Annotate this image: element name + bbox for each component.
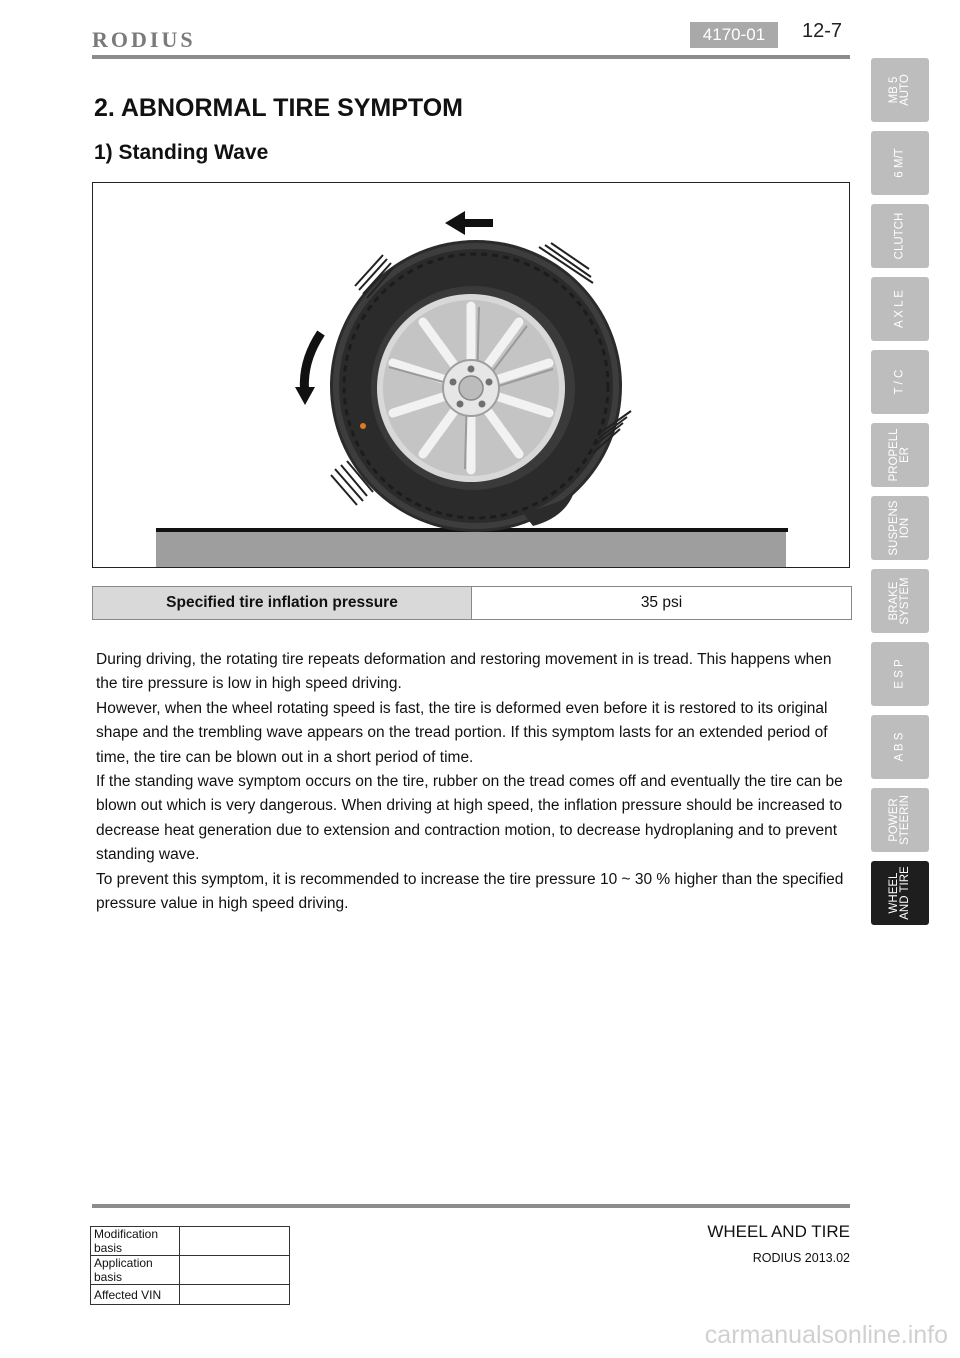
table-row: [91, 1285, 290, 1305]
paragraph: If the standing wave symptom occurs on the tire, rubber on the tread comes off and eventually the tire can be blown out which is very dangerous. When driving at high speed, the inflation pressure should be increased to decrease heat generation due to extension and contraction motion, to decrease hydroplaning and to prevent standing wave.: [96, 773, 843, 864]
paragraph: To prevent this symptom, it is recommended to increase the tire pressure 10 ~ 30 % higher than the specified pressure value in high speed driving.: [96, 870, 844, 913]
tire-illustration: [93, 183, 849, 567]
chapter-tab[interactable]: [871, 642, 929, 706]
chapter-tab[interactable]: [871, 569, 929, 633]
header-divider: [92, 55, 850, 59]
chapter-tab[interactable]: [871, 423, 929, 487]
chapter-tab-label: CLUTCH: [893, 212, 906, 260]
page-number: 12-7: [802, 20, 843, 42]
standing-wave-figure: [92, 182, 850, 568]
table-row: [91, 1256, 290, 1285]
chapter-tab[interactable]: [871, 277, 929, 341]
rotation-arrow-top: [445, 211, 493, 235]
chapter-tab-bar: [871, 58, 929, 934]
chapter-tab-label: 6 M/T: [893, 148, 906, 178]
chapter-tab-label: T / C: [893, 369, 906, 395]
section-heading: 2. ABNORMAL TIRE SYMPTOM: [94, 94, 464, 122]
paragraph: During driving, the rotating tire repeats deformation and restoring movement in is tread. This happens when the tire pressure is low in high speed driving.: [96, 651, 832, 693]
chapter-tab-label: A B S: [893, 732, 906, 762]
chapter-tab-label: MB 5 AUTO: [888, 74, 911, 106]
chapter-tab-label: PROPELL ER: [888, 428, 911, 482]
chapter-tab[interactable]: [871, 496, 929, 560]
chapter-tab-label: BRAKE SYSTEM: [888, 577, 911, 625]
chapter-title: WHEEL AND TIRE: [707, 1222, 850, 1241]
section-code-badge: 4170-01: [690, 22, 778, 48]
chapter-tab[interactable]: [871, 861, 929, 925]
spec-label-cell: Specified tire inflation pressure: [93, 587, 472, 619]
chapter-tab[interactable]: [871, 58, 929, 122]
chapter-tab-label: SUSPENS ION: [888, 500, 911, 556]
road-surface: [156, 531, 786, 567]
basis-table: [90, 1226, 290, 1305]
rodius-logo: [92, 26, 242, 52]
paragraph: However, when the wheel rotating speed is fast, the tire is deformed even before it is restored to its original shape and the trembling wave appears on the tread portion. If this symptom lasts for an extended period of time, the tire can be blown out in a short period of time.: [96, 699, 828, 766]
subsection-heading: 1) Standing Wave: [94, 141, 269, 164]
chapter-tab[interactable]: [871, 131, 929, 195]
edition-label: RODIUS 2013.02: [752, 1251, 850, 1265]
chapter-tab-label: POWER STEERIN: [888, 795, 911, 845]
watermark: carmanualsonline.info: [704, 1321, 948, 1349]
inflation-spec-table: [92, 586, 852, 620]
basis-value: [180, 1285, 290, 1305]
chapter-tab-label: A X L E: [893, 290, 906, 328]
chapter-tab[interactable]: [871, 204, 929, 268]
basis-value: [180, 1227, 290, 1256]
spec-value-cell: 35 psi: [640, 594, 683, 611]
basis-label: Application basis: [91, 1256, 180, 1285]
chapter-tab[interactable]: [871, 350, 929, 414]
chapter-tab[interactable]: [871, 788, 929, 852]
svg-text:RODIUS: RODIUS: [92, 27, 196, 52]
footer-divider: [92, 1204, 850, 1208]
chapter-tab-label: E S P: [893, 659, 906, 689]
basis-label: Affected VIN: [91, 1285, 180, 1305]
basis-label: Modification basis: [91, 1227, 180, 1256]
body-text: [96, 648, 846, 916]
valve-marker: [360, 423, 366, 429]
basis-value: [180, 1256, 290, 1285]
rotation-arrow-left: [304, 333, 321, 395]
chapter-tab[interactable]: [871, 715, 929, 779]
chapter-tab-label: WHEEL AND TIRE: [888, 866, 911, 920]
table-row: [91, 1227, 290, 1256]
